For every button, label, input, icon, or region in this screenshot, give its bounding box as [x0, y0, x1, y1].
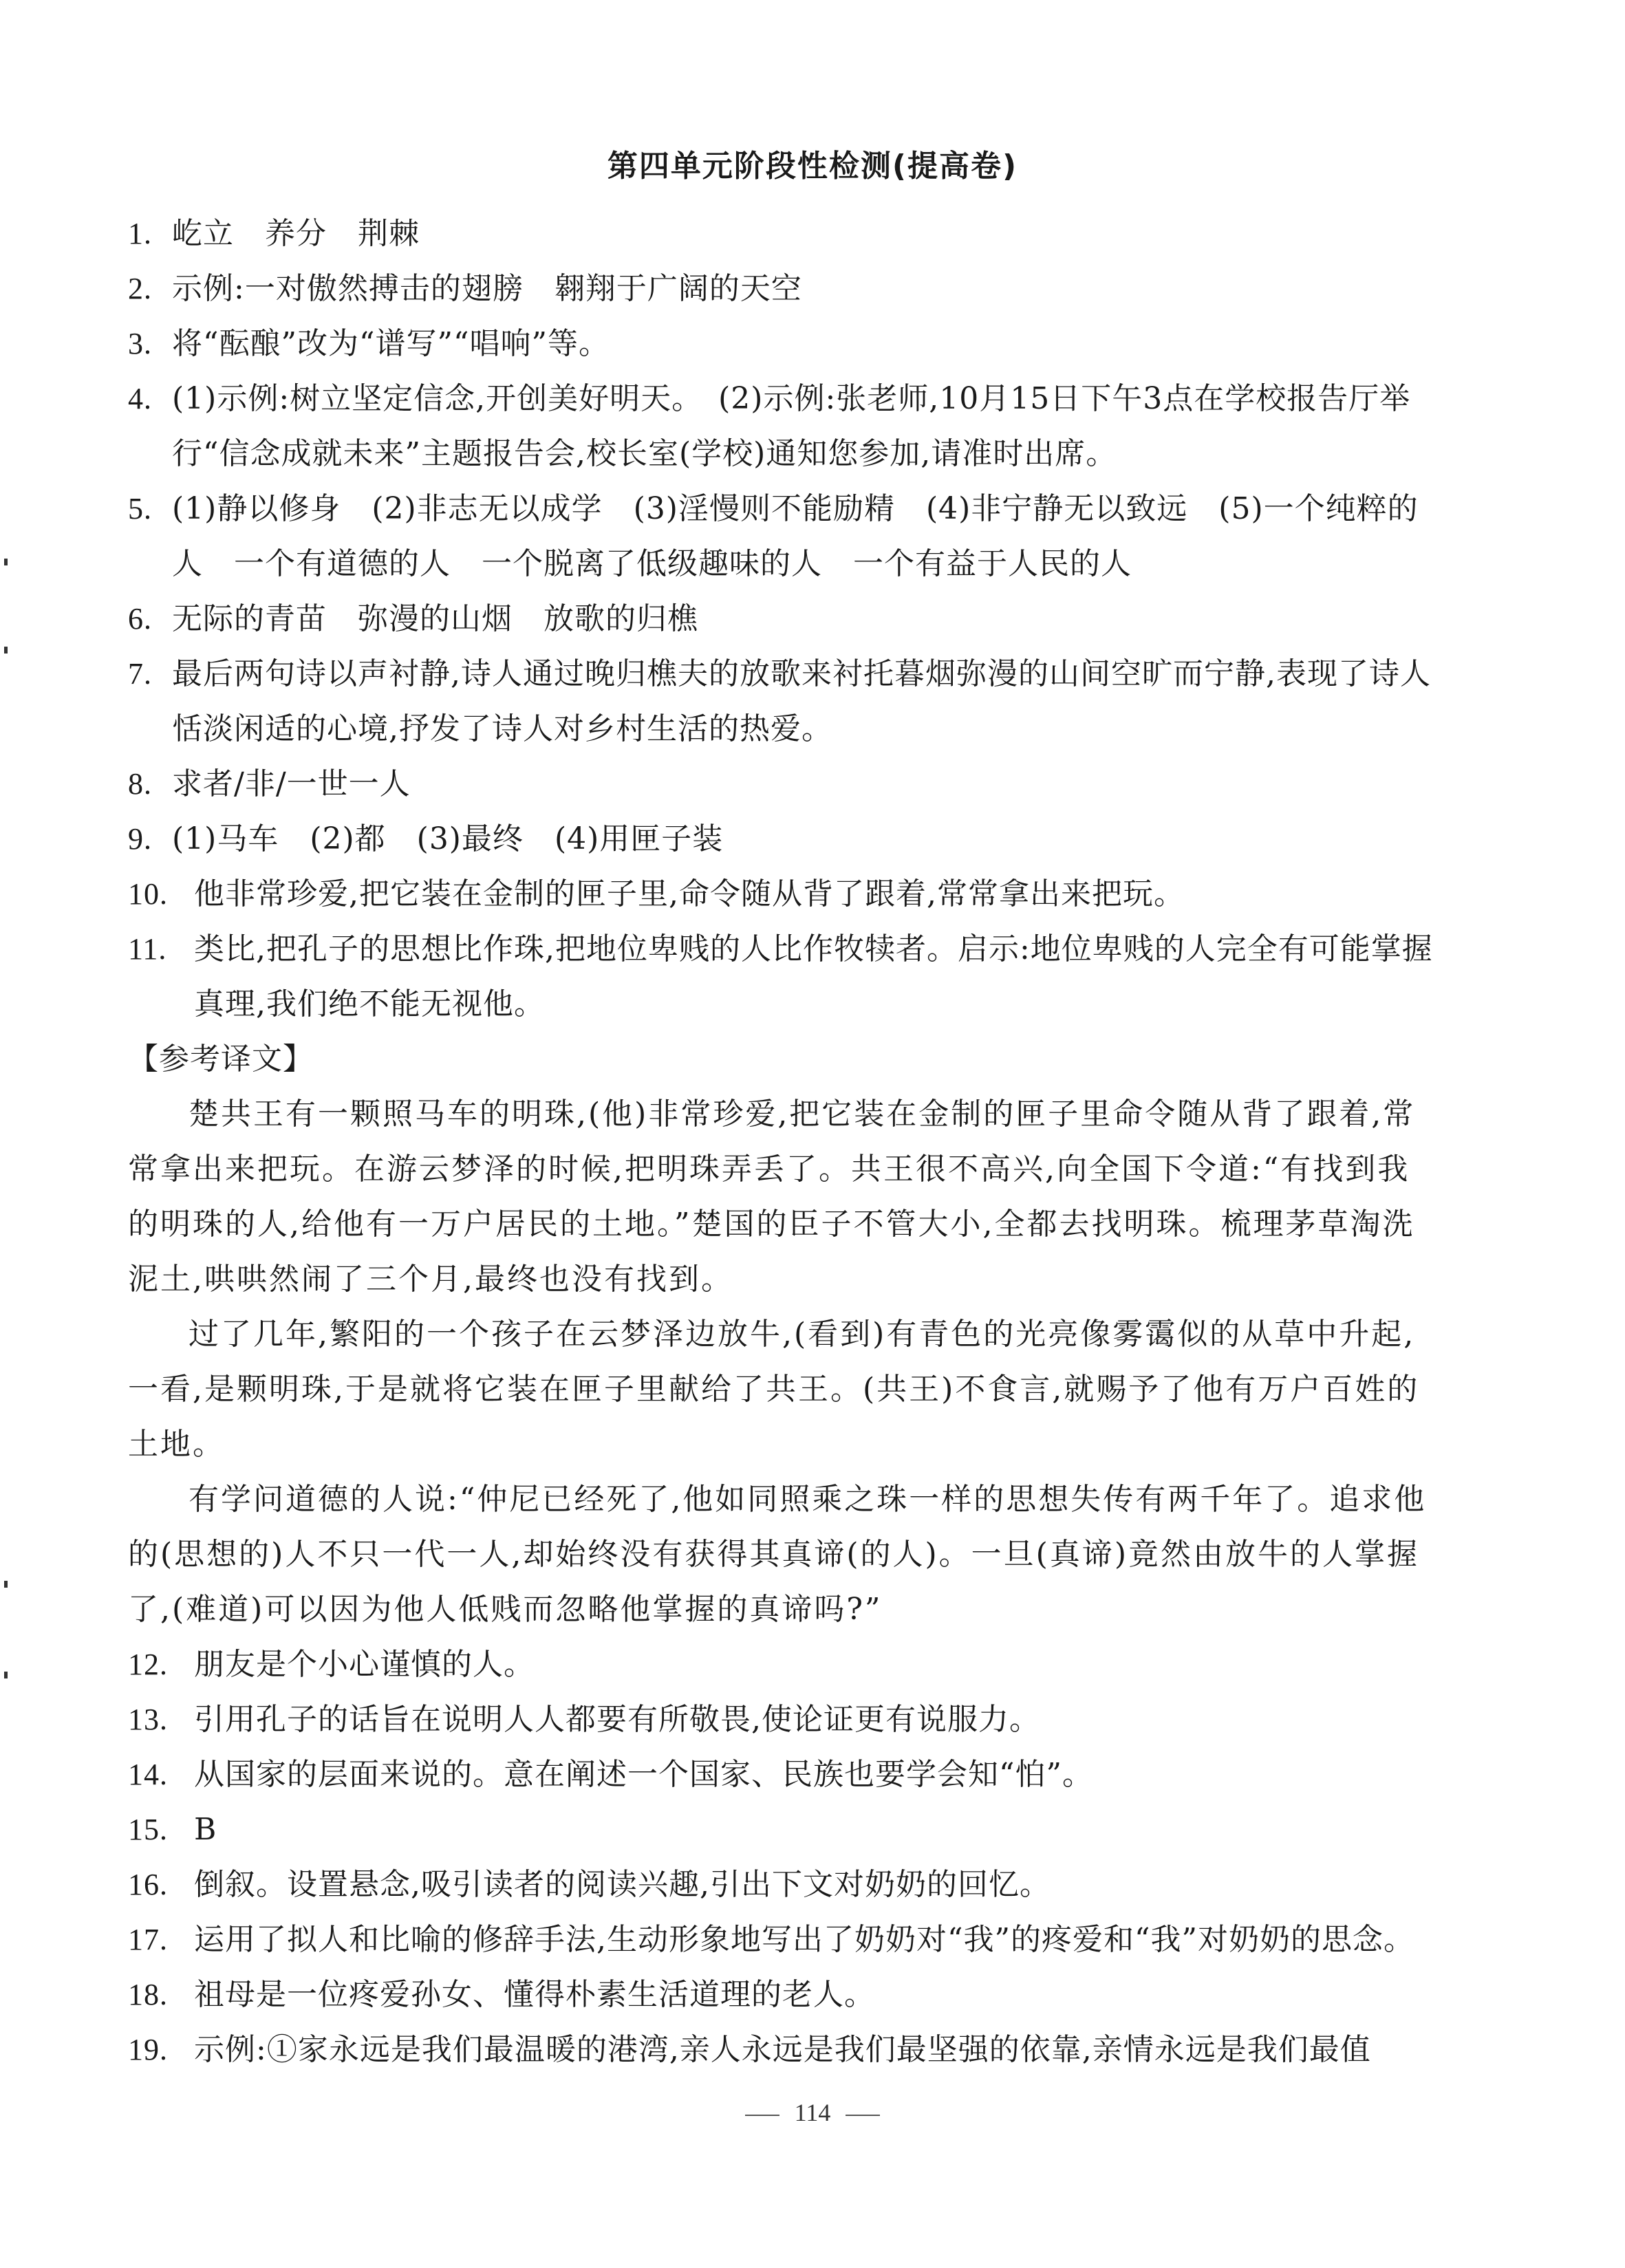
- answer-item-10: [128, 867, 1435, 922]
- item-number: 7.: [128, 657, 152, 691]
- item-text: (1)示例:树立坚定信念,开创美好明天。 (2)示例:张老师,10月15日下午3点在学校报告厅举行“信念成就未来”主题报告会,校长室(学校)通知您参加,请准时出席。: [172, 381, 1411, 471]
- item-number: 18.: [128, 1978, 168, 2011]
- reference-translation-heading: 【参考译文】: [128, 1041, 314, 1077]
- item-number: 6.: [128, 602, 152, 636]
- answer-content: [128, 206, 1435, 2077]
- answer-item-1: [128, 206, 1435, 261]
- page-number: [0, 2098, 1625, 2127]
- scan-edge-mark: [4, 647, 8, 654]
- item-number: 13.: [128, 1703, 168, 1736]
- answer-item-11: [128, 922, 1435, 1032]
- scan-edge-mark: [4, 559, 8, 565]
- item-number: 3.: [128, 327, 152, 360]
- item-number: 17.: [128, 1923, 168, 1956]
- page-number-dash-left: [745, 2115, 779, 2116]
- page-number-dash-right: [846, 2115, 880, 2116]
- item-text: 朋友是个小心谨慎的人。: [194, 1647, 535, 1682]
- item-text: 无际的青苗 弥漫的山烟 放歌的归樵: [172, 601, 698, 636]
- item-number: 14.: [128, 1758, 168, 1791]
- item-text: 引用孔子的话旨在说明人人都要有所敬畏,使论证更有说服力。: [194, 1702, 1040, 1737]
- answer-item-7: [128, 647, 1435, 757]
- item-number: 1.: [128, 217, 152, 250]
- item-number: 15.: [128, 1813, 168, 1846]
- item-text: B: [194, 1812, 217, 1847]
- item-text: 示例:一对傲然搏击的翅膀 翱翔于广阔的天空: [172, 271, 802, 306]
- item-text: 示例:①家永远是我们最温暖的港湾,亲人永远是我们最坚强的依靠,亲情永远是我们最值: [194, 2032, 1371, 2067]
- answer-item-14: [128, 1747, 1435, 1802]
- scan-edge-mark: [4, 1672, 8, 1678]
- answer-item-9: [128, 812, 1435, 867]
- answer-item-12: [128, 1637, 1435, 1692]
- item-number: 19.: [128, 2033, 168, 2066]
- item-text: 倒叙。设置悬念,吸引读者的阅读兴趣,引出下文对奶奶的回忆。: [194, 1867, 1051, 1902]
- item-text: 屹立 养分 荆棘: [172, 216, 420, 251]
- item-number: 5.: [128, 492, 152, 526]
- item-number: 16.: [128, 1868, 168, 1901]
- page-number-text: 114: [794, 2099, 831, 2126]
- item-number: 9.: [128, 822, 152, 856]
- item-text: (1)静以修身 (2)非志无以成学 (3)淫慢则不能励精 (4)非宁静无以致远 (5)一个纯粹的人 一个有道德的人 一个脱离了低级趣味的人 一个有益于人民的人: [172, 491, 1419, 581]
- item-number: 11.: [128, 932, 167, 966]
- answer-item-17: [128, 1912, 1435, 1967]
- scan-edge-mark: [4, 1581, 8, 1588]
- answer-item-3: [128, 316, 1435, 371]
- item-text: 最后两句诗以声衬静,诗人通过晚归樵夫的放歌来衬托暮烟弥漫的山间空旷而宁静,表现了诗人恬淡闲适的心境,抒发了诗人对乡村生活的热爱。: [172, 656, 1431, 746]
- translation-paragraph: 楚共王有一颗照马车的明珠,(他)非常珍爱,把它装在金制的匣子里命令随从背了跟着,常常拿出来把玩。在游云梦泽的时候,把明珠弄丢了。共王很不高兴,向全国下令道:“有找到我的明珠的人,给他有一万户居民的土地。”楚国的臣子不管大小,全都去找明珠。梳理茅草淘洗泥土,哄哄然闹了三个月,最终也没有找到。: [128, 1097, 1416, 1297]
- item-text: 他非常珍爱,把它装在金制的匣子里,命令随从背了跟着,常常拿出来把玩。: [194, 876, 1185, 911]
- page-title: 第四单元阶段性检测(提高卷): [607, 149, 1018, 184]
- item-text: 类比,把孔子的思想比作珠,把地位卑贱的人比作牧犊者。启示:地位卑贱的人完全有可能掌握真理,我们绝不能无视他。: [194, 931, 1433, 1022]
- translation-paragraph: 过了几年,繁阳的一个孩子在云梦泽边放牛,(看到)有青色的光亮像雾霭似的从草中升起,一看,是颗明珠,于是就将它装在匣子里献给了共王。(共王)不食言,就赐予了他有万户百姓的土地。: [128, 1317, 1420, 1462]
- item-number: 8.: [128, 767, 152, 801]
- item-text: 运用了拟人和比喻的修辞手法,生动形象地写出了奶奶对“我”的疼爱和“我”对奶奶的思念。: [194, 1922, 1414, 1957]
- item-number: 4.: [128, 382, 152, 415]
- item-text: 将“酝酿”改为“谱写”“唱响”等。: [172, 326, 610, 361]
- answer-item-4: [128, 371, 1435, 482]
- item-text: 祖母是一位疼爱孙女、懂得朴素生活道理的老人。: [194, 1977, 875, 2012]
- item-number: 2.: [128, 272, 152, 305]
- item-number: 10.: [128, 877, 168, 911]
- answer-item-6: [128, 592, 1435, 647]
- item-text: (1)马车 (2)都 (3)最终 (4)用匣子装: [172, 821, 724, 856]
- answer-item-13: [128, 1692, 1435, 1747]
- answer-item-8: [128, 757, 1435, 812]
- answer-item-15: [128, 1802, 1435, 1857]
- answer-item-5: [128, 482, 1435, 592]
- answer-item-2: [128, 261, 1435, 316]
- answer-item-18: [128, 1967, 1435, 2022]
- item-text: 从国家的层面来说的。意在阐述一个国家、民族也要学会知“怕”。: [194, 1757, 1093, 1792]
- translation-paragraph: 有学问道德的人说:“仲尼已经死了,他如同照乘之珠一样的思想失传有两千年了。追求他的(思想的)人不只一代一人,却始终没有获得其真谛(的人)。一旦(真谛)竟然由放牛的人掌握了,(难道)可以因为他人低贱而忽略他掌握的真谛吗?”: [128, 1482, 1427, 1627]
- answer-item-16: [128, 1857, 1435, 1912]
- item-text: 求者/非/一世一人: [172, 766, 411, 801]
- answer-item-19: [128, 2022, 1435, 2077]
- item-number: 12.: [128, 1648, 168, 1681]
